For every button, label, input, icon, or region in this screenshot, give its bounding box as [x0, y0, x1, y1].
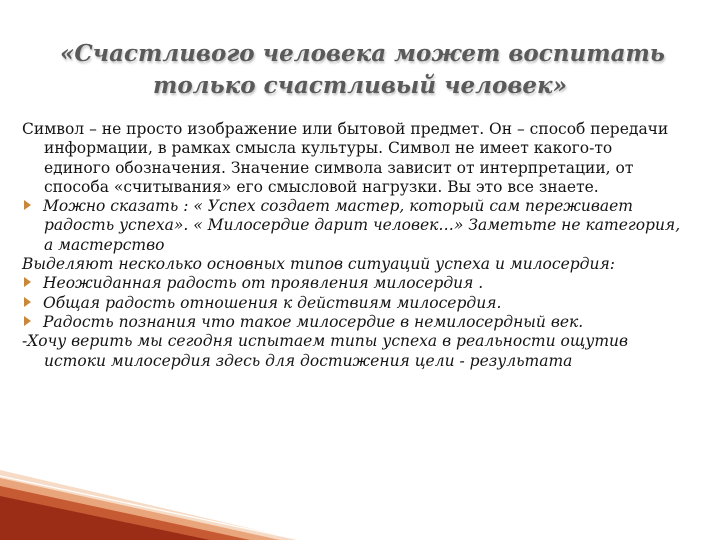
paragraph-1	[22, 120, 682, 197]
title-line-1: «Счастливого человека может воспитать	[60, 40, 665, 67]
arrow-bullet-icon	[24, 200, 31, 210]
corner-decoration	[0, 450, 300, 540]
paragraph-3	[22, 332, 682, 371]
bullet-3	[22, 294, 682, 313]
paragraph-text: Выделяют несколько основных типов ситуаций успеха и милосердия:	[22, 255, 615, 274]
arrow-bullet-icon	[24, 316, 31, 326]
bullet-4	[22, 313, 682, 332]
title-line-2: только счастливый человек»	[152, 72, 567, 99]
bullet-text: Неожиданная радость от проявления милосердия .	[43, 274, 484, 293]
paragraph-2	[22, 255, 682, 274]
slide-body	[22, 120, 682, 371]
bullet-2	[22, 274, 682, 293]
bullet-text: Радость познания что такое милосердие в немилосердный век.	[43, 312, 584, 331]
paragraph-text: -Хочу верить мы сегодня испытаем типы успеха в реальности ощутив истоки милосердия здесь для достижения цели - результата	[22, 332, 629, 370]
arrow-bullet-icon	[24, 297, 31, 307]
bullet-text: Можно сказать : « Успех создает мастер, который сам переживает радость успеха». « Милосердие дарит человек…» Заметьте не категория, а мастерство	[43, 197, 681, 254]
paragraph-text: Символ – не просто изображение или бытовой предмет. Он – способ передачи информации, в рамках смысла культуры. Символ не имеет какого-то единого обозначения. Значение символа зависит от интерпретации, от способа «считывания» его смысловой нагрузки. Вы это все знаете.	[22, 120, 669, 196]
slide-title	[60, 38, 665, 102]
arrow-bullet-icon	[24, 277, 31, 287]
bullet-1	[22, 197, 682, 255]
bullet-text: Общая радость отношения к действиям милосердия.	[43, 293, 502, 312]
